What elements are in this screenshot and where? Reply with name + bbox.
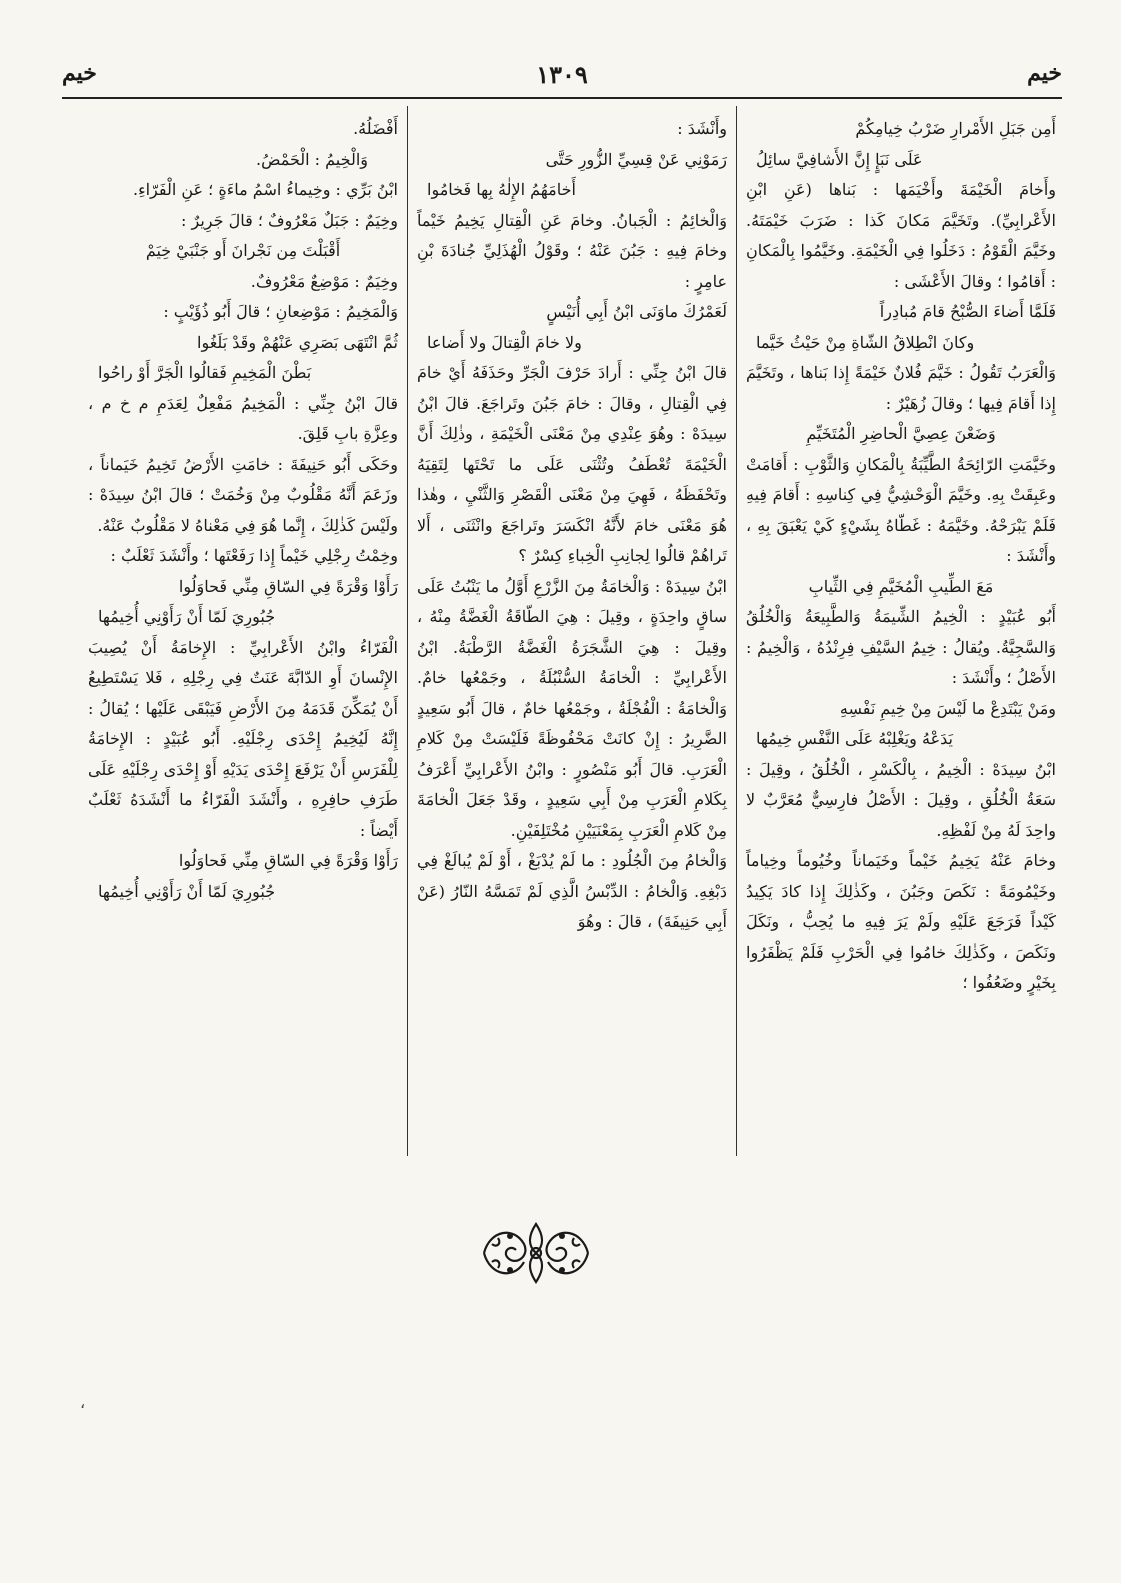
column-line: فَلَمَّا أَضاءَ الصُّبْحُ قامَ مُبادِراً xyxy=(879,302,1056,321)
page-header xyxy=(62,56,1062,96)
column-divider xyxy=(736,106,737,1156)
column-divider xyxy=(407,106,408,1156)
column-line: رَأَوْا وَقْرَةً فِي السّاقِ مِنِّي فَحاوَلُوا xyxy=(178,851,398,870)
column-line: ولا خامَ الْقِتالَ ولا أَضاعا xyxy=(427,332,582,352)
column-line: وخِمْتُ رِجْلِي خَيْماً إِذا رَفَعْتَها ؛ وأَنْشَدَ ثَعْلَبٌ : xyxy=(110,546,398,565)
column-line: مَعَ الطِّيبِ الْمُخَيَّمِ فِي الثِّيابِ xyxy=(808,576,994,596)
column-line: وَالْعَرَبُ تَقُولُ : خَيَّمَ فُلانٌ خَيْمَةً إِذا بَناها ، وتَخَيَّمَ إِذا أَقامَ فِيها ؛ وقالَ زُهَيْرٌ : xyxy=(746,363,1056,413)
column-line: أَخامَهُمُ الإِلٰهُ بِها فَخامُوا xyxy=(427,180,576,199)
column-line: ابْنُ سِيدَهْ : الْخِيمُ ، بِالْكَسْرِ ، الْخُلُقُ ، وقِيلَ : سَعَةُ الْخُلُقِ ، وقِيلَ : الأَصْلُ فارِسِيٌّ مُعَرَّبٌ لا واحِدَ لَهُ مِنْ لَفْظِهِ. xyxy=(746,759,1056,840)
column-line: وَضَعْنَ عِصِيَّ الْحاضِرِ الْمُتَخَيِّمِ xyxy=(806,424,996,443)
header-left-word: خيم xyxy=(62,60,97,86)
column-line: وَالْخامُ مِنَ الْجُلُودِ : ما لَمْ يُدْبَغْ ، أَوْ لَمْ يُبالَغْ فِي دَبْغِهِ. وَالْخامُ : الدِّبْسُ الَّذِي لَمْ تَمَسَّهُ النّارُ (عَنْ أَبِي حَنِيفَةَ) ، قالَ : وهُوَ xyxy=(417,851,727,931)
page-number: ١٣٠٩ xyxy=(536,60,588,89)
column-line: بَطْنَ الْمَخِيمِ فَقالُوا الْجَرَّ أَوْ راحُوا xyxy=(98,363,312,382)
column-line: عَلَى نَبَإٍ إِنَّ الأَشافِيَّ سائِلُ xyxy=(756,149,923,169)
column-line: يَدَعْهُ ويَغْلِبْهُ عَلَى النَّفْسِ خِيمُها xyxy=(756,729,953,748)
column-line: قالَ ابْنُ جِنِّي : أَرادَ حَرْفَ الْجَرِّ وحَذَفَهُ أَيْ خامَ فِي الْقِتالِ ، وقالَ : خامَ جَبُنَ وتَراجَعَ. قالَ ابْنُ سِيدَهْ : وهُوَ عِنْدِي مِنْ مَعْنَى الْخَيْمَةِ ، وذٰلِكَ أَنَّ الْخَيْمَةَ تُعْطَفُ وتُثْنَى عَلَى ما تَحْتَها لِتَقِيَهُ وتَحْفَظَهُ ، فَهِيَ مِنْ مَعْنَى الْقَصْرِ وَالثَّنْيِ ، وهٰذا هُوَ مَعْنَى خامَ لأَنَّهُ انْكَسَرَ وتَراجَعَ وانْثَنَى ، أَلا تَراهُمْ قالُوا لِجانِبِ الْخِباءِ كِسْرٌ ؟ xyxy=(417,363,727,565)
column-line: ابْنُ بَرِّي : وخِيماءُ اسْمُ ماءَةٍ ؛ عَنِ الْفَرّاءِ. xyxy=(132,180,398,199)
text-columns xyxy=(62,106,1062,1156)
column-line: وحَكَى أَبُو حَنِيفَةَ : خامَتِ الأَرْضُ تَخِيمُ خَيَماناً ، وزَعَمَ أَنَّهُ مَقْلُوبٌ مِنْ وَخُمَتْ ؛ قالَ ابْنُ سِيدَهْ : ولَيْسَ كَذٰلِكَ ، إِنَّما هُوَ فِي مَعْناهُ لا مَقْلُوبٌ عَنْهُ. xyxy=(88,454,398,535)
column-line: جُبُورِيَ لَمّا أَنْ رَأَوْنِي أُخِيمُها xyxy=(98,881,276,901)
column-line: أَفْضَلُهُ. xyxy=(353,119,398,138)
column-line: وَالْخائِمُ : الْجَبانُ. وخامَ عَنِ الْقِتالِ يَخِيمُ خَيْماً وخامَ فِيهِ : جَبُنَ عَنْهُ ؛ وقَوْلُ الْهُذَلِيِّ جُنادَةَ بْنِ عامِرٍ : xyxy=(417,210,727,291)
column-line: وأَخامَ الْخَيْمَةَ وأَخْيَمَها : بَناها (عَنِ ابْنِ الأَعْرابِيِّ). وتَخَيَّمَ مَكانَ كَذا : ضَرَبَ خَيْمَتَهُ. وخَيَّمَ الْقَوْمُ : دَخَلُوا فِي الْخَيْمَةِ. وخَيَّمُوا بِالْمَكانِ : أَقامُوا ؛ وقالَ الأَعْشَى : xyxy=(746,180,1056,291)
column-line: وأَنْشَدَ : xyxy=(677,119,727,138)
column-line: الْفَرّاءُ وابْنُ الأَعْرابِيِّ : الإِخامَةُ أَنْ يُصِيبَ الإِنْسانَ أَوِ الدّابَّةَ عَنَتٌ فِي رِجْلِهِ ، فَلا يَسْتَطِيعُ أَنْ يُمَكِّنَ قَدَمَهُ مِنَ الأَرْضِ فَيَبْقَى عَلَيْها ؛ يُقالُ : إِنَّهُ لَيُخِيمُ إِحْدَى رِجْلَيْهِ. أَبُو عُبَيْدٍ : الإِخامَةُ لِلْفَرَسِ أَنْ يَرْفَعَ إِحْدَى يَدَيْهِ أَوْ إِحْدَى رِجْلَيْهِ عَلَى طَرَفِ حافِرِهِ ، وأَنْشَدَ الْفَرّاءُ ما أَنْشَدَهُ ثَعْلَبٌ أَيْضاً : xyxy=(88,637,398,840)
stray-mark: ، xyxy=(80,1393,86,1412)
column-middle xyxy=(411,106,733,1156)
column-line: أَمِن جَبَلِ الأَمْرارِ ضَرْبُ خِيامِكُمْ xyxy=(855,119,1056,138)
column-line: وَالْخِيمُ : الْحَمْضُ. xyxy=(256,149,368,169)
column-right xyxy=(740,106,1062,1156)
column-left xyxy=(82,106,404,1156)
floral-ornament-icon xyxy=(480,1218,592,1288)
header-rule xyxy=(62,97,1062,99)
column-line: وَالْمَخِيمُ : مَوْضِعانِ ؛ قالَ أَبُو ذُؤَيْبٍ : xyxy=(163,302,398,321)
column-line: رَأَوْا وَقْرَةً فِي السّاقِ مِنِّي فَحاوَلُوا xyxy=(178,576,398,596)
column-line: وخامَ عَنْهُ يَخِيمُ خَيْماً وخَيَماناً وخُيُوماً وخِياماً وخَيْمُومَةً : نَكَصَ وجَبُنَ ، وكَذٰلِكَ إِذا كادَ يَكِيدُ كَيْداً فَرَجَعَ عَلَيْهِ ولَمْ يَرَ فِيهِ ما يُحِبُّ ، ونَكَلَ ونَكَصَ ، وكَذٰلِكَ خامُوا فِي الْحَرْبِ فَلَمْ يَظْفَرُوا بِخَيْرٍ وضَعُفُوا ؛ xyxy=(746,851,1056,992)
header-right-word: خيم xyxy=(1027,60,1062,86)
column-line: أَقْبَلْتَ مِن نَجْرانَ أَو جَنْبَيْ خِيَمْ xyxy=(145,241,341,260)
column-line: ثُمَّ انْتَهَى بَصَرِي عَنْهُمْ وقَدْ بَلَغُوا xyxy=(197,332,398,352)
column-line: وخَيَّمَتِ الرّائِحَةُ الطَّيِّبَةُ بِالْمَكانِ وَالثَّوْبِ : أَقامَتْ وعَبِقَتْ بِهِ. وخَيَّمَ الْوَحْشِيُّ فِي كِناسِهِ : أَقامَ فِيهِ فَلَمْ يَبْرَحْهُ. وخَيَّمَهُ : غَطّاهُ بِشَيْءٍ كَيْ يَعْبَقَ بِهِ ، وأَنْشَدَ : xyxy=(746,454,1056,565)
column-line: جُبُورِيَ لَمّا أَنْ رَأَوْنِي أُخِيمُها xyxy=(98,607,276,626)
column-line: رَمَوْنِي عَنْ قِسِيِّ الزُّورِ حَتَّى xyxy=(545,149,727,169)
column-line: ومَنْ يَبْتَدِعْ ما لَيْسَ مِنْ خِيمِ نَفْسِهِ xyxy=(839,698,1056,718)
column-line: أَبُو عُبَيْدٍ : الْخِيمُ الشِّيمَةُ وَالطَّبِيعَةُ وَالْخُلُقُ وَالسَّجِيَّةُ. ويُقالُ : خِيمُ السَّيْفِ فِرِنْدُهُ ، وَالْخِيمُ : الأَصْلُ ؛ وأَنْشَدَ : xyxy=(746,607,1056,687)
column-line: لَعَمْرُكَ ماوَنَى ابْنُ أَبِي أُنَيْسٍ xyxy=(546,302,727,321)
column-line: وكانَ انْطِلاقُ الشّاةِ مِنْ حَيْثُ خَيَّما xyxy=(756,332,975,352)
column-line: وخِيَمٌ : جَبَلٌ مَعْرُوفٌ ؛ قالَ جَرِيرٌ : xyxy=(181,210,398,230)
column-line: ابْنُ سِيدَهْ : وَالْخامَةُ مِنَ الزَّرْعِ أَوَّلُ ما يَنْبُتُ عَلَى ساقٍ واحِدَةٍ ، وقِيلَ : هِيَ الطّاقَةُ الْغَضَّةُ مِنْهُ ، وقِيلَ : هِيَ الشَّجَرَةُ الْغَضَّةُ الرَّطْبَةُ. ابْنُ الأَعْرابِيِّ : الْخامَةُ السُّنْبُلَةُ ، وجَمْعُها خامٌ. وَالْخامَةُ : الْفُجْلَةُ ، وجَمْعُها خامٌ ، قالَ أَبُو سَعِيدٍ الضَّرِيرُ : إِنْ كانَتْ مَحْفُوظَةً فَلَيْسَتْ مِنْ كَلامِ الْعَرَبِ. قالَ أَبُو مَنْصُورٍ : وابْنُ الأَعْرابِيِّ أَعْرَفُ بِكَلامِ الْعَرَبِ مِنْ أَبِي سَعِيدٍ ، وقَدْ جَعَلَ الْخامَةَ مِنْ كَلامِ الْعَرَبِ بِمَعْنَيَيْنِ مُخْتَلِفَيْنِ. xyxy=(417,576,727,840)
column-line: وخِيَمٌ : مَوْضِعٌ مَعْرُوفٌ. xyxy=(250,271,398,291)
column-line: قالَ ابْنُ جِنِّي : الْمَخِيمُ مَفْعِلٌ لِعَدَمِ م خ م ، وعِزَّةِ بابِ قَلِقَ. xyxy=(88,393,398,443)
